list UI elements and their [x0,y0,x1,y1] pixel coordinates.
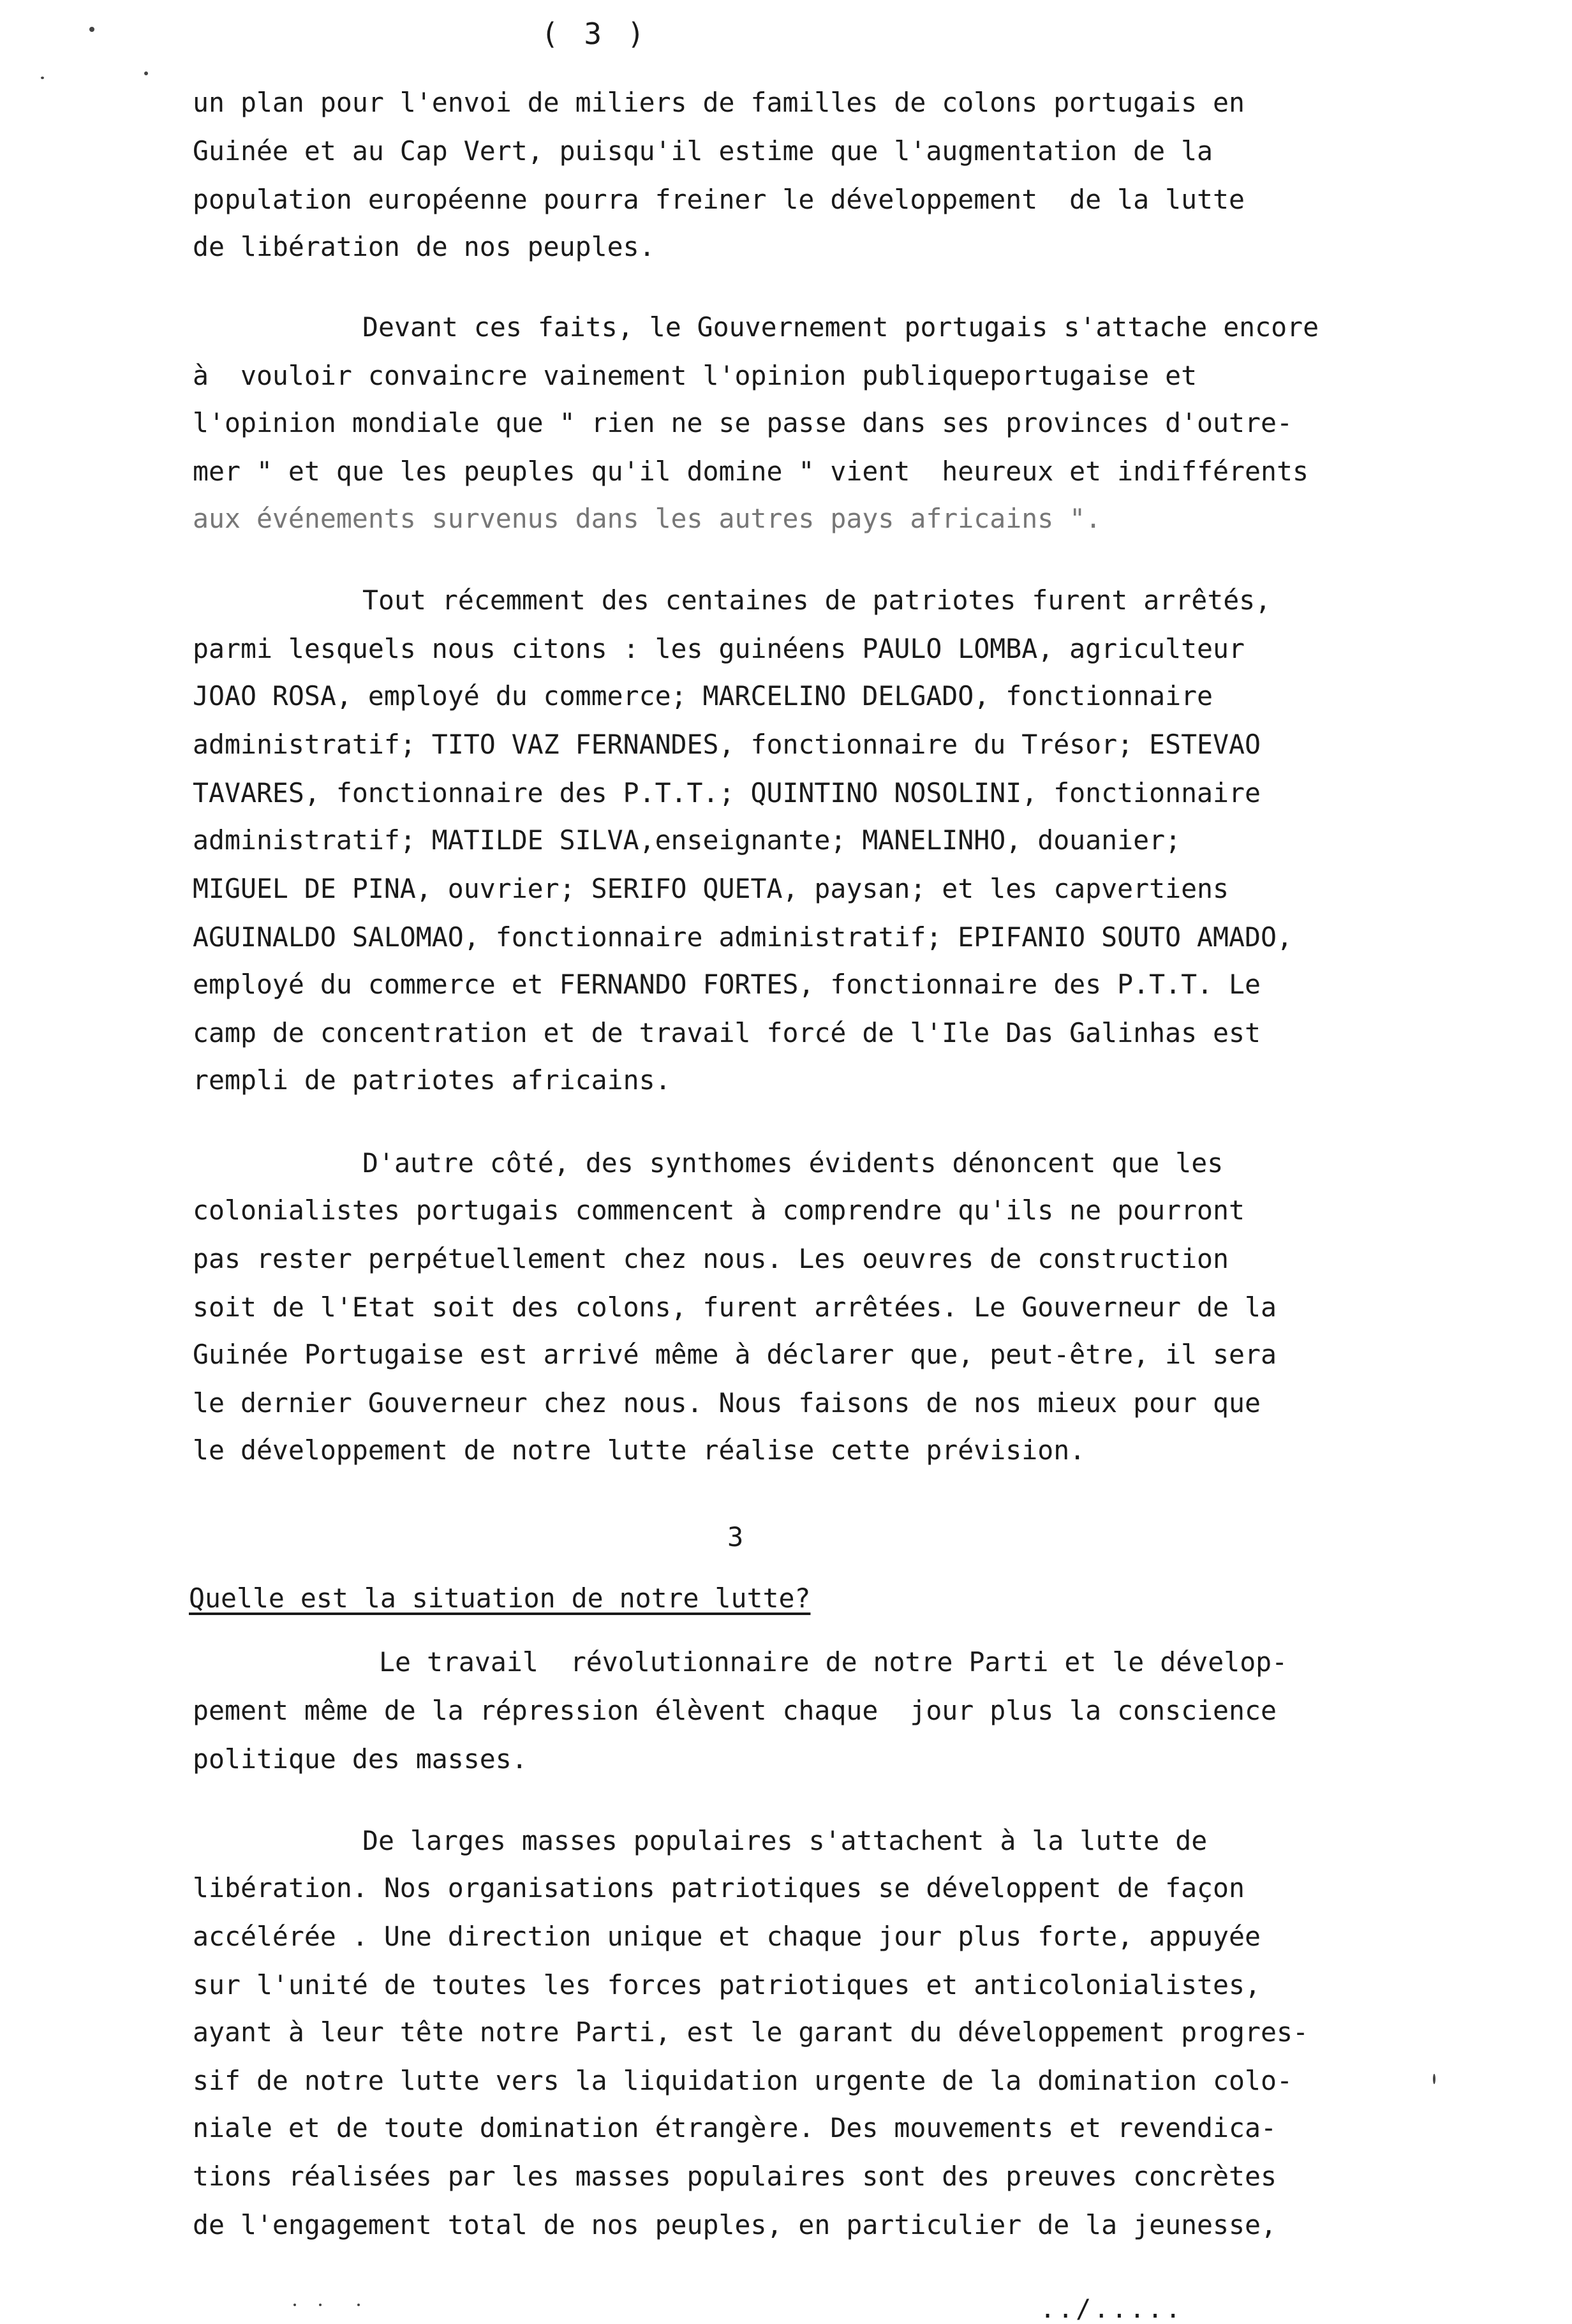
text-line: colonialistes portugais commencent à comprendre qu'ils ne pourront [193,1195,1245,1226]
text-line: aux événements survenus dans les autres pays africains ". [193,503,1102,534]
text-line: JOAO ROSA, employé du commerce; MARCELINO DELGADO, fonctionnaire [193,680,1213,711]
text-line: D'autre côté, des synthomes évidents dénoncent que les [362,1147,1224,1179]
text-line: à vouloir convaincre vainement l'opinion publiqueportugaise et [193,360,1198,391]
text-line: population européenne pourra freiner le développement de la lutte [193,184,1245,215]
text-line: pas rester perpétuellement chez nous. Les oeuvres de construction [193,1243,1229,1274]
text-line: Devant ces faits, le Gouvernement portugais s'attache encore [362,311,1319,343]
text-line: Tout récemment des centaines de patriotes furent arrêtés, [362,585,1272,616]
text-line: soit de l'Etat soit des colons, furent arrêtées. Le Gouverneur de la [193,1292,1277,1323]
scan-speck [319,2304,322,2306]
text-line: TAVARES, fonctionnaire des P.T.T.; QUINTINO NOSOLINI, fonctionnaire [193,777,1261,808]
scan-speck [293,2304,296,2306]
text-line: le dernier Gouverneur chez nous. Nous faisons de nos mieux pour que [193,1387,1261,1419]
text-line: MIGUEL DE PINA, ouvrier; SERIFO QUETA, paysan; et les capvertiens [193,873,1229,904]
text-line: de l'engagement total de nos peuples, en particulier de la jeunesse, [193,2209,1277,2240]
section-heading: Quelle est la situation de notre lutte? [189,1583,811,1614]
continuation-mark: ../..... [1040,2295,1183,2324]
text-line: rempli de patriotes africains. [193,1064,671,1096]
text-line: administratif; TITO VAZ FERNANDES, fonctionnaire du Trésor; ESTEVAO [193,729,1261,760]
text-line: ayant à leur tête notre Parti, est le garant du développement progres- [193,2016,1309,2048]
section-number: 3 [727,1521,744,1553]
page-number: ( 3 ) [541,17,649,51]
text-line: Le travail révolutionnaire de notre Parti et le dévelop- [379,1646,1288,1678]
scan-speck [41,77,44,79]
text-line: sif de notre lutte vers la liquidation urgente de la domination colo- [193,2065,1293,2096]
text-line: accélérée . Une direction unique et chaque jour plus forte, appuyée [193,1921,1261,1952]
scan-speck [89,27,94,32]
text-line: parmi lesquels nous citons : les guinéens PAULO LOMBA, agriculteur [193,633,1245,664]
scan-speck [357,2304,360,2306]
text-line: De larges masses populaires s'attachent à la lutte de [362,1825,1208,1856]
text-line: niale et de toute domination étrangère. Des mouvements et revendica- [193,2112,1277,2143]
text-line: de libération de nos peuples. [193,231,655,262]
text-line: le développement de notre lutte réalise cette prévision. [193,1434,1086,1466]
text-line: l'opinion mondiale que " rien ne se passe dans ses provinces d'outre- [193,407,1293,438]
text-line: un plan pour l'envoi de miliers de familles de colons portugais en [193,87,1245,118]
text-line: sur l'unité de toutes les forces patriotiques et anticolonialistes, [193,1969,1261,2000]
scan-speck [1433,2074,1435,2084]
text-line: politique des masses. [193,1743,528,1775]
text-line: tions réalisées par les masses populaires sont des preuves concrètes [193,2161,1277,2192]
text-line: Guinée et au Cap Vert, puisqu'il estime que l'augmentation de la [193,135,1213,167]
text-line: camp de concentration et de travail forcé de l'Ile Das Galinhas est [193,1017,1261,1048]
text-line: pement même de la répression élèvent chaque jour plus la conscience [193,1695,1277,1726]
scan-speck [144,71,148,75]
text-line: administratif; MATILDE SILVA,enseignante; MANELINHO, douanier; [193,824,1182,856]
text-line: Guinée Portugaise est arrivé même à déclarer que, peut-être, il sera [193,1339,1277,1370]
text-line: employé du commerce et FERNANDO FORTES, fonctionnaire des P.T.T. Le [193,969,1261,1000]
text-line: libération. Nos organisations patriotiques se développent de façon [193,1872,1245,1903]
text-line: mer " et que les peuples qu'il domine " vient heureux et indifférents [193,456,1309,487]
text-line: AGUINALDO SALOMAO, fonctionnaire administratif; EPIFANIO SOUTO AMADO, [193,921,1293,953]
